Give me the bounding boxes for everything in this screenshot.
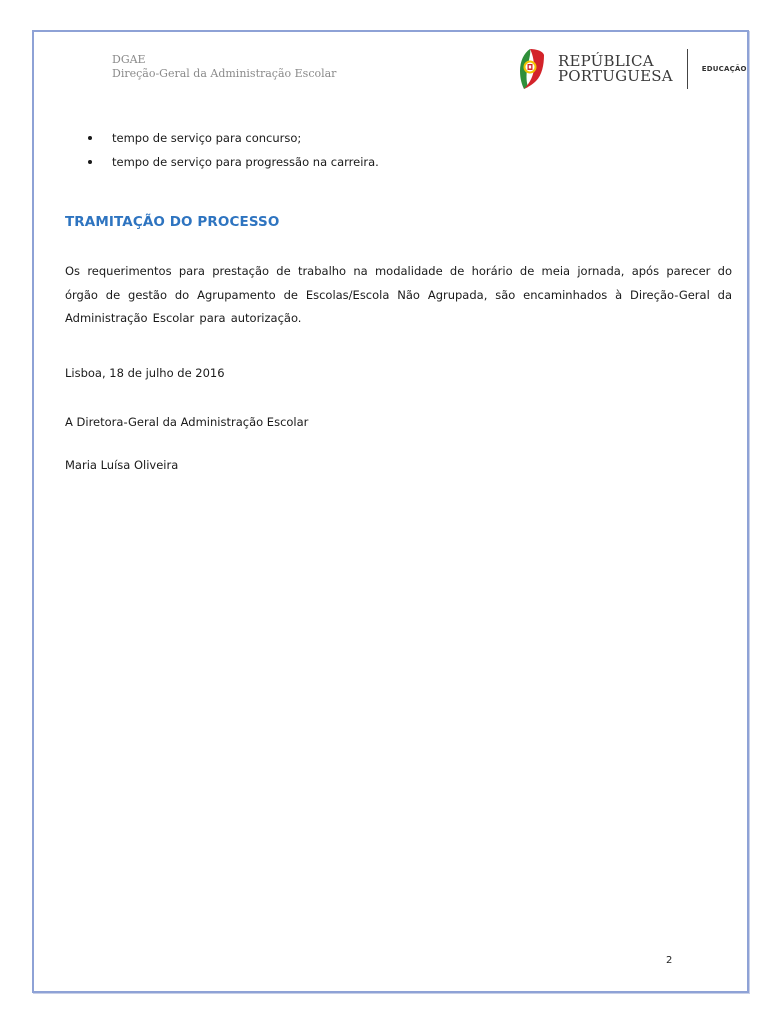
list-item-text: tempo de serviço para concurso; xyxy=(112,131,302,145)
logo-line-1: REPÚBLICA xyxy=(558,52,654,70)
header-organization xyxy=(112,53,336,81)
portuguese-republic-emblem-icon xyxy=(516,47,546,91)
org-abbreviation: DGAE xyxy=(112,53,146,66)
signatory-name: Maria Luísa Oliveira xyxy=(65,458,179,472)
bullet-list xyxy=(86,126,379,174)
date-line: Lisboa, 18 de julho de 2016 xyxy=(65,366,225,380)
body-paragraph: Os requerimentos para prestação de trabalho na modalidade de horário de meia jornada, após parecer do órgão de gestão do Agrupamento de Escolas/Escola Não Agrupada, são encaminhados à Direção-Geral da Administração Escolar para autorização. xyxy=(65,264,732,325)
list-item xyxy=(86,126,379,150)
logo-divider xyxy=(687,49,688,89)
org-full-name: Direção-Geral da Administração Escolar xyxy=(112,67,337,80)
page-number: 2 xyxy=(666,955,673,966)
logo-line-2: PORTUGUESA xyxy=(558,67,673,85)
ministry-label: EDUCAÇÃO xyxy=(701,65,747,73)
list-item-text: tempo de serviço para progressão na carreira. xyxy=(112,155,379,169)
signatory-title: A Diretora-Geral da Administração Escolar xyxy=(65,415,309,429)
section-title: TRAMITAÇÃO DO PROCESSO xyxy=(65,214,280,230)
bullet-icon xyxy=(88,160,92,164)
republica-portuguesa-logo xyxy=(516,44,747,94)
republica-portuguesa-wordmark xyxy=(558,54,673,84)
bullet-icon xyxy=(88,136,92,140)
page-border xyxy=(32,30,749,993)
list-item xyxy=(86,150,379,174)
